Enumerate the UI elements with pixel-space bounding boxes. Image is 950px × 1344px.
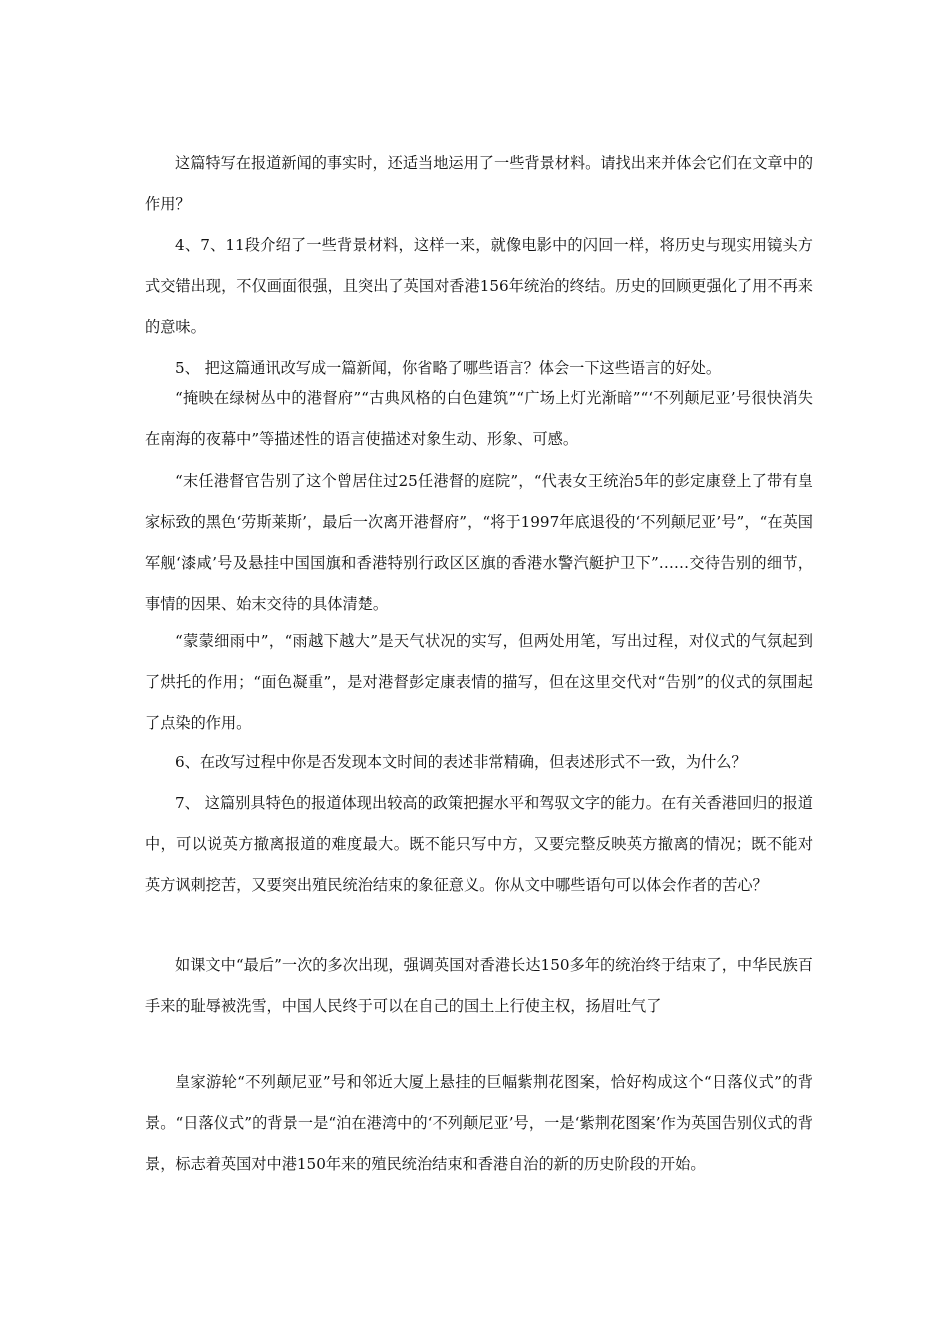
paragraph-question-5: 5、 把这篇通讯改写成一篇新闻，你省略了哪些语言？体会一下这些语言的好处。	[175, 359, 722, 377]
paragraph-answer-7: 如课文中“最后”一次的多次出现，强调英国对香港长达150多年的统治终于结束了，中华民族百手来的耻辱被洗雪，中国人民终于可以在自己的国土上行使主权，扬眉吐气了	[145, 956, 813, 1015]
paragraph-details: “末任港督官告别了这个曾居住过25任港督的庭院”，“代表女王统治5年的彭定康登上了带有皇家标致的黑色‘劳斯莱斯’，最后一次离开港督府”，“将于1997年底退役的‘不列颠尼亚’号”，“在英国军舰‘漆咸’号及悬挂中国国旗和香港特别行政区区旗的香港水警汽艇护卫下”……交待告别的细节，事情的因果、始末交待的具体清楚。	[145, 472, 813, 613]
paragraph-question-6: 6、在改写过程中你是否发现本文时间的表述非常精确，但表述形式不一致，为什么？	[175, 753, 747, 771]
paragraph-weather: “蒙蒙细雨中”，“雨越下越大”是天气状况的实写，但两处用笔，写出过程，对仪式的气氛起到了烘托的作用；“面色凝重”，是对港督彭定康表情的描写，但在这里交代对“告别”的仪式的氛围起了点染的作用。	[145, 632, 813, 732]
paragraph-answer-background: 4、7、11段介绍了一些背景材料，这样一来，就像电影中的闪回一样，将历史与现实用镜头方式交错出现，不仅画面很强，且突出了英国对香港156年统治的终结。历史的回顾更强化了用不再来的意味。	[145, 236, 813, 336]
paragraph-question-background: 这篇特写在报道新闻的事实时，还适当地运用了一些背景材料。请找出来并体会它们在文章中的作用？	[145, 154, 813, 213]
paragraph-descriptive-language: “掩映在绿树丛中的港督府”“古典风格的白色建筑”“广场上灯光渐暗”“‘不列颠尼亚’号很快消失在南海的夜幕中”等描述性的语言使描述对象生动、形象、可感。	[145, 389, 813, 448]
paragraph-sunset-ceremony: 皇家游轮“不列颠尼亚”号和邻近大厦上悬挂的巨幅紫荆花图案，恰好构成这个“日落仪式”的背景。“日落仪式”的背景一是“泊在港湾中的‘不列颠尼亚’号，一是‘紫荆花图案’作为英国告别仪式的背景，标志着英国对中港150年来的殖民统治结束和香港自治的新的历史阶段的开始。	[145, 1073, 813, 1173]
paragraph-question-7: 7、 这篇别具特色的报道体现出较高的政策把握水平和驾驭文字的能力。在有关香港回归的报道中，可以说英方撤离报道的难度最大。既不能只写中方，又要完整反映英方撤离的情况；既不能对英方讽刺挖苦，又要突出殖民统治结束的象征意义。你从文中哪些语句可以体会作者的苦心？	[145, 794, 813, 894]
